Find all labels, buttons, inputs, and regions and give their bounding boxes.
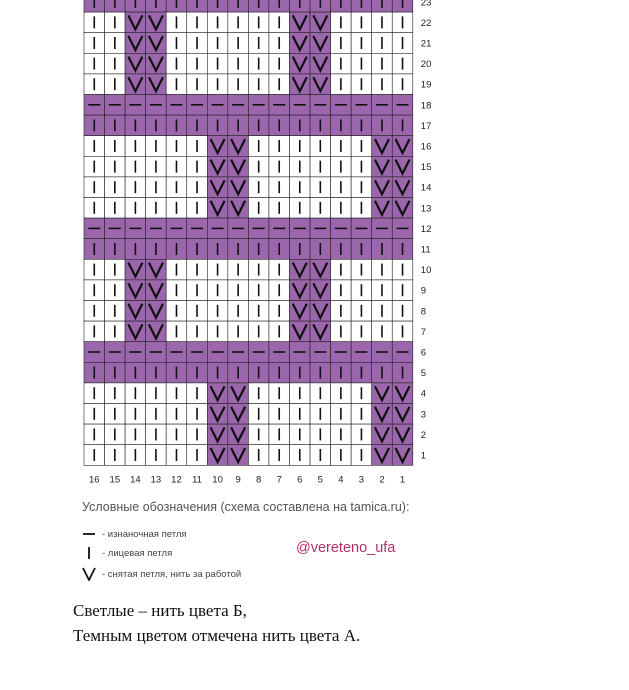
brand-handle: @vereteno_ufa: [296, 540, 396, 556]
row-number-label: 8: [420, 306, 427, 318]
legend-item-purl: [82, 527, 187, 541]
legend-title: Условные обозначения (схема составлена на tamica.ru):: [82, 500, 410, 514]
chart-row-3: [84, 404, 413, 425]
row-number-label: 1: [420, 450, 427, 462]
chart-row-4: [84, 383, 413, 404]
chart-row-16: [84, 136, 413, 157]
chart-row-23: [84, 0, 413, 12]
row-number-label: 13: [420, 203, 432, 215]
chart-row-6: [84, 342, 413, 363]
chart-row-7: [84, 321, 413, 342]
slip-v-icon: [82, 567, 96, 581]
legend-label-purl: - изнаночная петля: [102, 528, 187, 540]
row-number-label: 12: [420, 223, 432, 235]
chart-row-5: [84, 362, 413, 383]
row-number-label: 20: [420, 59, 432, 71]
column-number-label: 16: [88, 474, 100, 486]
column-number-label: 13: [150, 474, 162, 486]
column-number-label: 9: [235, 474, 241, 486]
chart-row-9: [84, 280, 413, 301]
chart-row-19: [84, 74, 413, 95]
chart-row-20: [84, 53, 413, 74]
chart-row-8: [84, 301, 413, 322]
chart-row-15: [84, 156, 413, 177]
column-number-label: 3: [358, 474, 365, 486]
row-number-label: 18: [420, 100, 432, 112]
row-number-label: 5: [420, 368, 427, 380]
column-number-label: 11: [192, 474, 202, 486]
row-number-label: 22: [420, 17, 432, 29]
row-number-label: 3: [420, 409, 427, 421]
legend-item-knit: [82, 546, 172, 560]
row-number-label: 7: [420, 326, 427, 338]
chart-row-21: [84, 33, 413, 54]
row-number-label: 9: [420, 285, 427, 297]
row-number-label: 19: [420, 79, 432, 91]
column-number-label: 7: [276, 474, 282, 486]
legend-item-slip: [82, 567, 241, 581]
column-number-label: 15: [109, 474, 121, 486]
chart-row-18: [84, 95, 413, 116]
chart-row-2: [84, 424, 413, 445]
column-number-label: 1: [399, 474, 406, 486]
chart-row-17: [84, 115, 413, 136]
column-number-label: 6: [297, 474, 303, 486]
row-number-label: 11: [420, 244, 431, 256]
row-number-label: 16: [420, 141, 432, 153]
chart-row-10: [84, 259, 413, 280]
chart-row-13: [84, 198, 413, 219]
knit-bar-icon: [82, 546, 96, 560]
column-number-label: 2: [379, 474, 385, 486]
column-number-label: 14: [130, 474, 141, 486]
chart-row-14: [84, 177, 413, 198]
row-number-label: 10: [420, 265, 432, 277]
column-number-label: 10: [212, 474, 223, 486]
column-number-label: 5: [317, 474, 323, 486]
chart-row-11: [84, 239, 413, 260]
legend-label-knit: - лицевая петля: [102, 547, 173, 559]
chart-row-12: [84, 218, 413, 239]
chart-row-22: [84, 12, 413, 33]
row-number-label: 15: [420, 162, 432, 174]
row-number-label: 23: [420, 0, 432, 9]
row-number-label: 2: [420, 429, 427, 441]
note-line-2: Темным цветом отмечена нить цвета А.: [73, 626, 361, 645]
column-number-label: 4: [338, 474, 344, 486]
row-number-label: 17: [420, 120, 432, 132]
chart-row-1: [84, 445, 413, 466]
column-number-label: 8: [256, 474, 262, 486]
column-number-label: 12: [171, 474, 182, 486]
row-number-label: 4: [420, 388, 427, 400]
legend-label-slip: - снятая петля, нить за работой: [102, 568, 242, 580]
row-number-label: 21: [420, 38, 432, 50]
note-line-1: Светлые – нить цвета Б,: [73, 601, 247, 620]
purl-dash-icon: [82, 527, 96, 541]
row-number-label: 6: [420, 347, 427, 359]
row-number-label: 14: [420, 182, 432, 194]
